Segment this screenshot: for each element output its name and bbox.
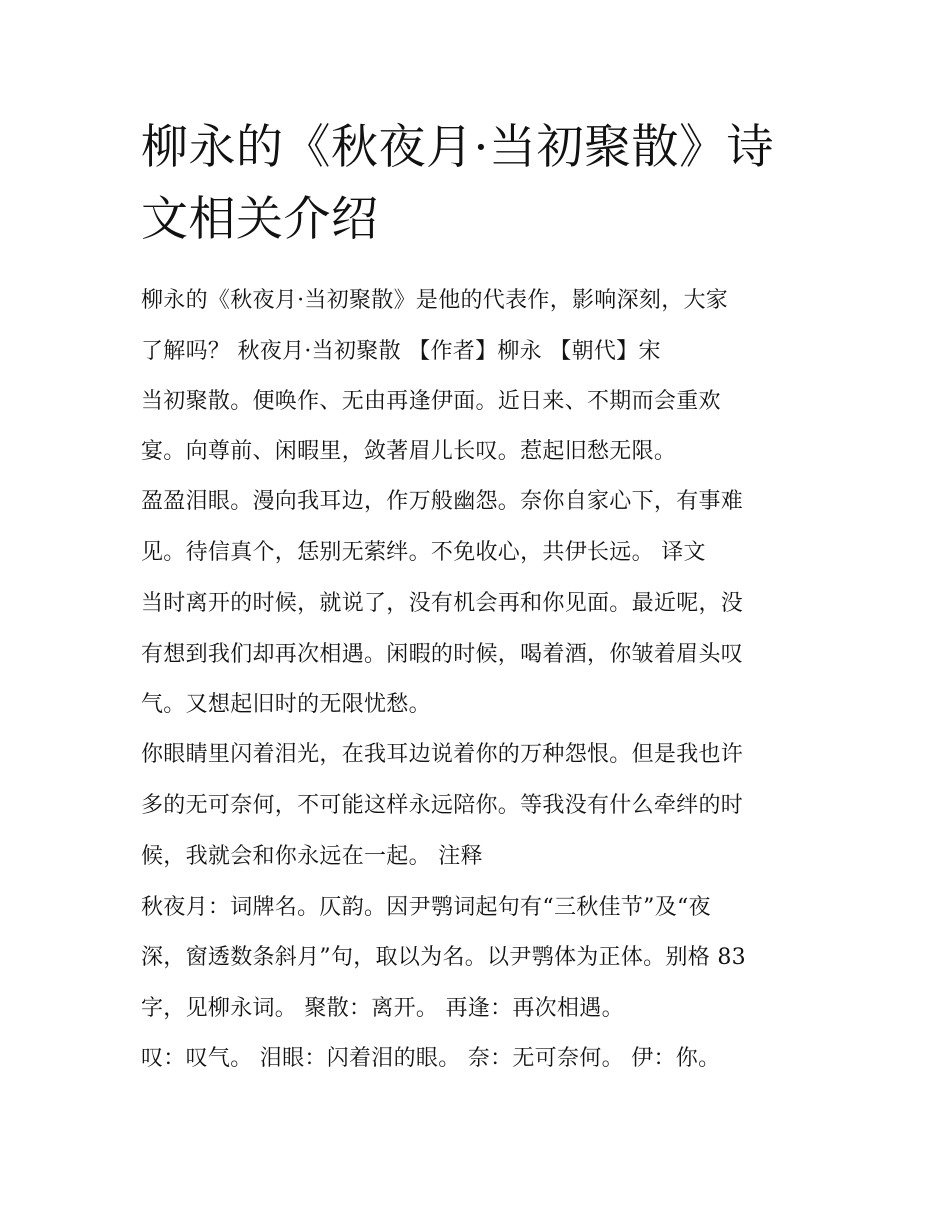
- body-line: 有想到我们却再次相遇。闲暇的时候，喝着酒，你皱着眉头叹: [141, 642, 744, 667]
- body-line: 当时离开的时候，就说了，没有机会再和你见面。最近呢，没: [141, 591, 744, 616]
- body-line: 了解吗？ 秋夜月·当初聚散 【作者】柳永 【朝代】宋: [141, 339, 661, 364]
- body-line: 深，窗透数条斜月”句，取以为名。以尹鹗体为正体。别格 83: [141, 945, 746, 970]
- body-line: 候，我就会和你永远在一起。 注释: [141, 844, 483, 869]
- body-line: 见。待信真个，恁别无萦绊。不免收心，共伊长远。 译文: [141, 540, 706, 565]
- body-line: 当初聚散。便唤作、无由再逢伊面。近日来、不期而会重欢: [141, 389, 721, 414]
- body-line: 字，见柳永词。 聚散：离开。 再逢：再次相遇。: [141, 996, 624, 1021]
- body-line: 你眼睛里闪着泪光，在我耳边说着你的万种怨恨。但是我也许: [141, 742, 744, 767]
- body-line: 盈盈泪眼。漫向我耳边，作万般幽怨。奈你自家心下，有事难: [141, 489, 744, 514]
- document-title: [141, 112, 821, 256]
- body-line: 气。又想起旧时的无限忧愁。: [141, 692, 431, 717]
- body-line: 叹：叹气。 泪眼：闪着泪的眼。 奈：无可奈何。 伊：你。: [141, 1046, 721, 1071]
- body-line: 柳永的《秋夜月·当初聚散》是他的代表作，影响深刻，大家: [141, 288, 729, 313]
- title-line-2: 文相关介绍: [141, 192, 379, 247]
- title-line-1: 柳永的《秋夜月·当初聚散》诗: [141, 120, 774, 175]
- body-line: 宴。向尊前、闲暇里，敛著眉儿长叹。惹起旧愁无限。: [141, 439, 677, 464]
- body-line: 秋夜月：词牌名。仄韵。因尹鹗词起句有“三秋佳节”及“夜: [141, 895, 711, 920]
- body-line: 多的无可奈何，不可能这样永远陪你。等我没有什么牵绊的时: [141, 793, 744, 818]
